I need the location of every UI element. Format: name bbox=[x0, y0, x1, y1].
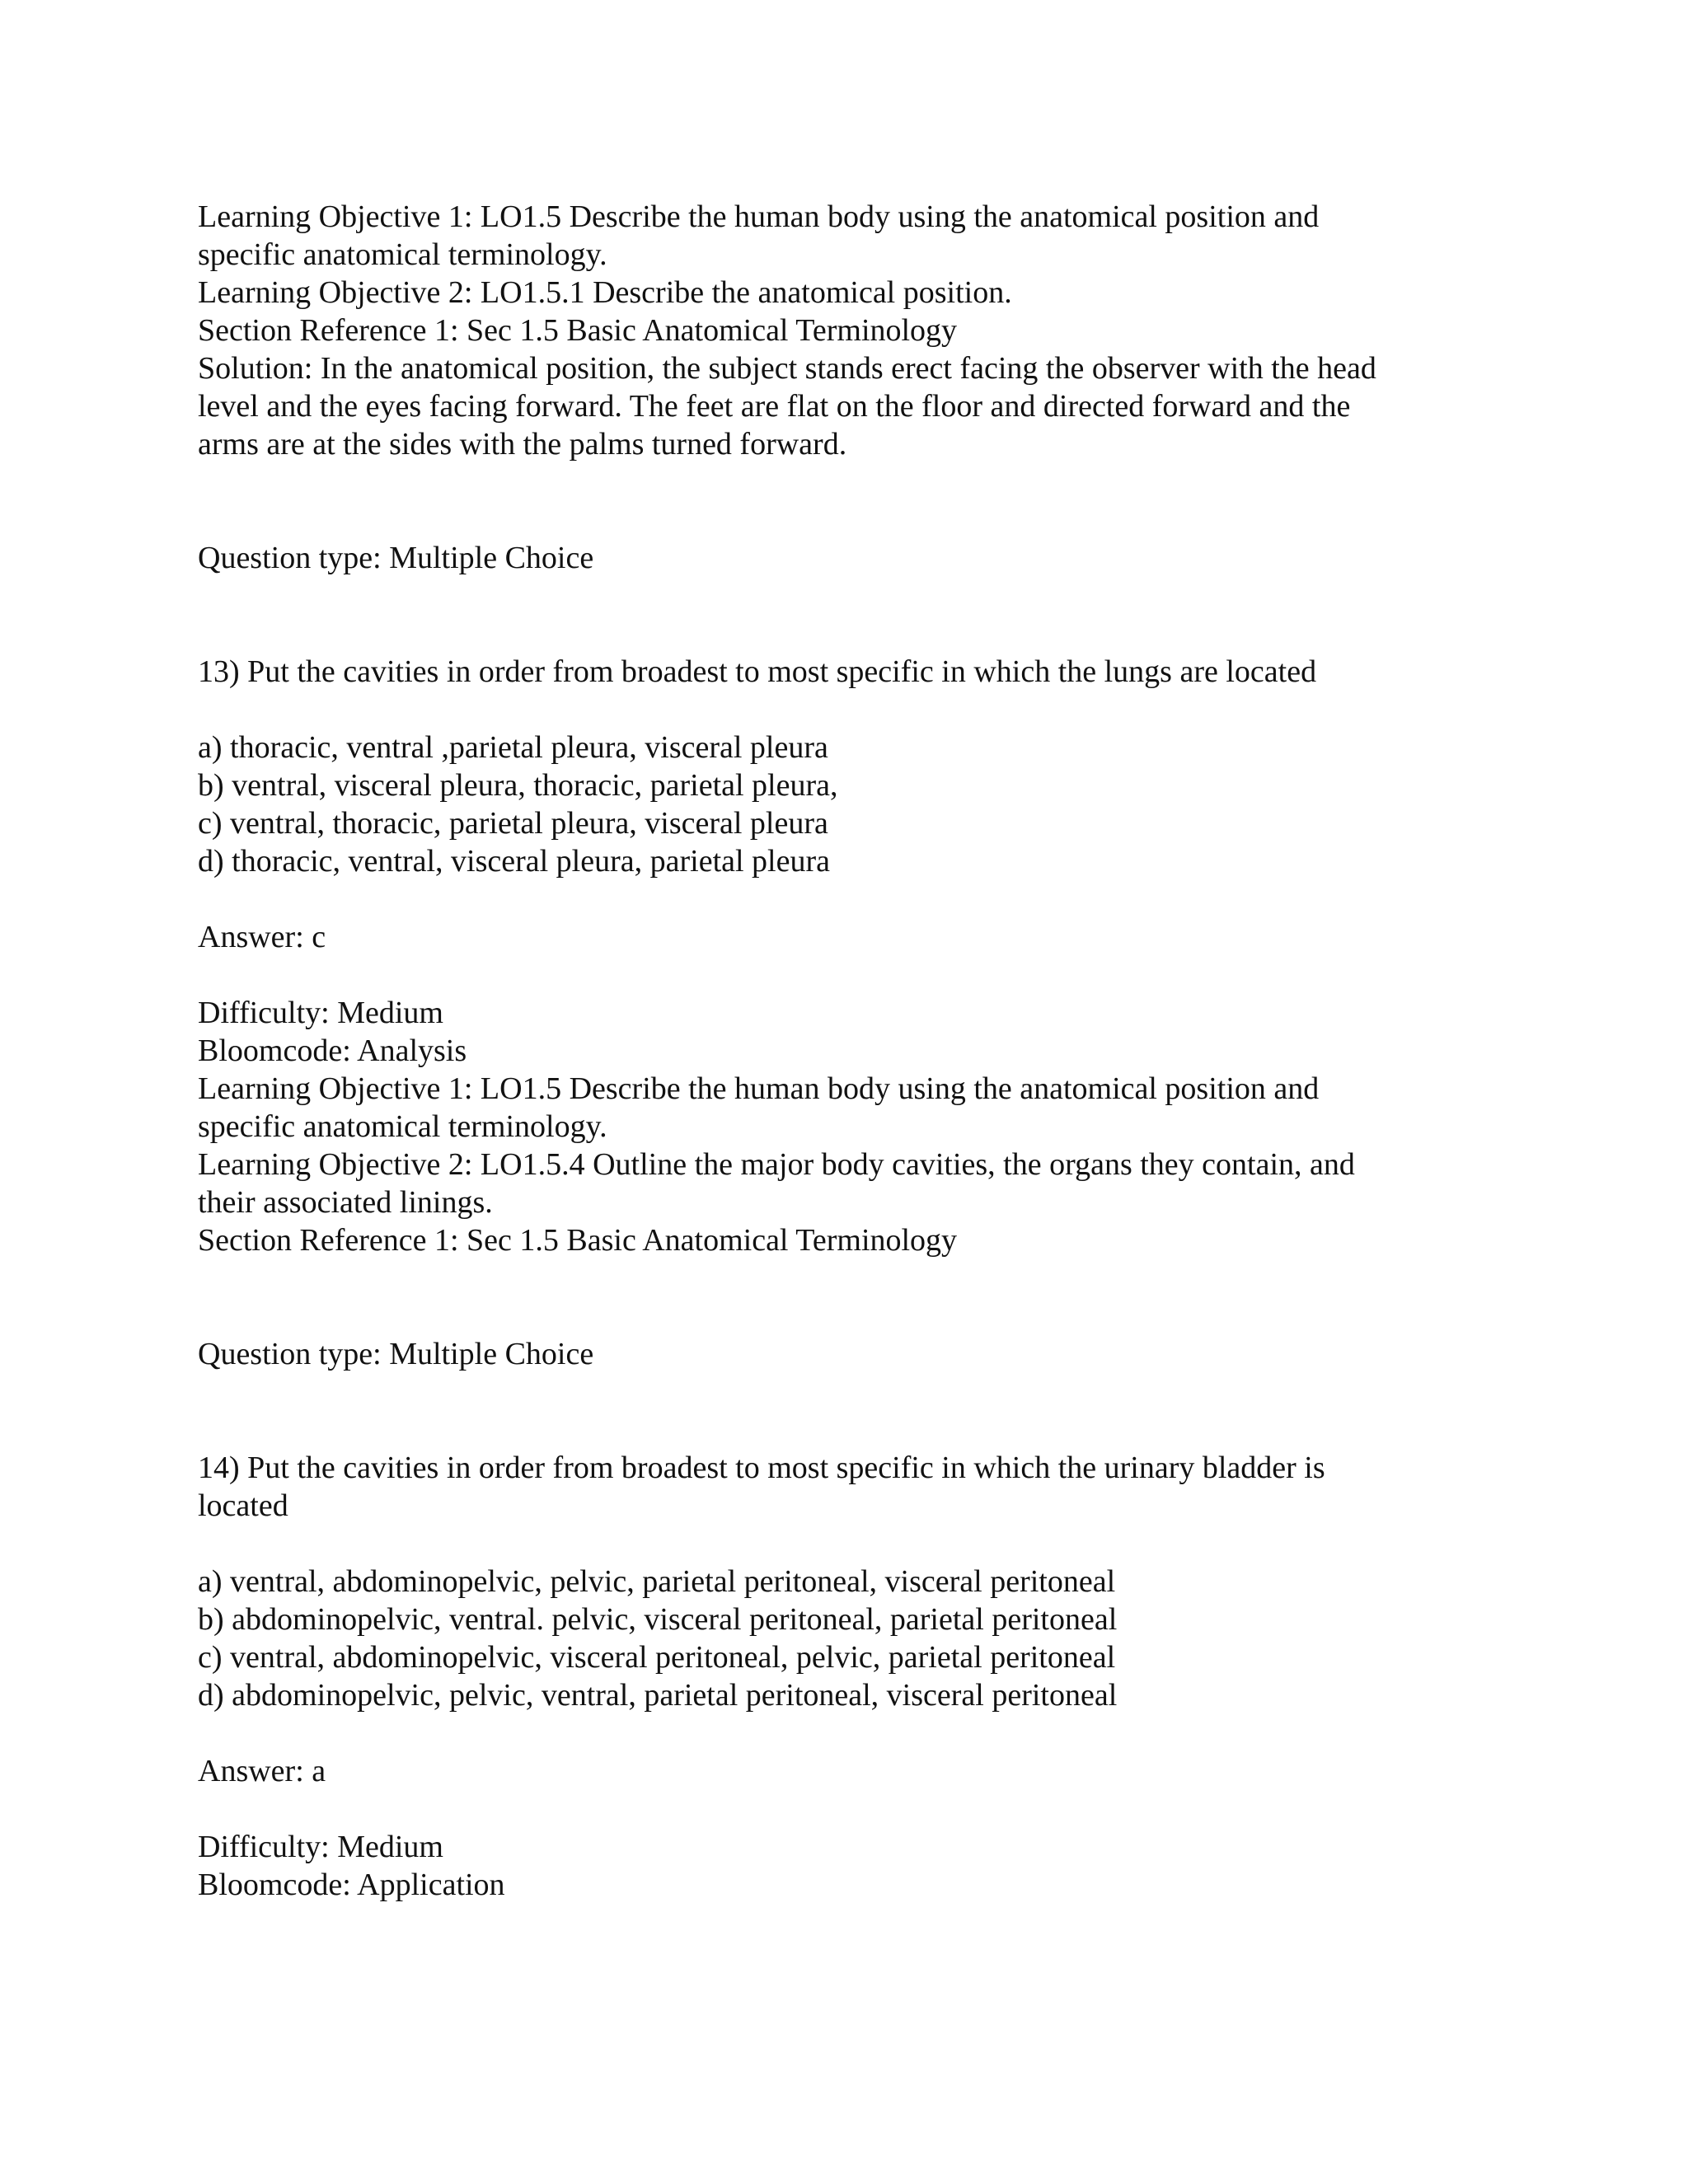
spacer bbox=[198, 577, 1484, 653]
solution-text-cont: level and the eyes facing forward. The feet are flat on the floor and directed forward and the bbox=[198, 389, 1351, 424]
document-content bbox=[198, 198, 1484, 1904]
learning-objective-1-cont: specific anatomical terminology. bbox=[198, 1109, 607, 1144]
spacer bbox=[198, 1525, 1484, 1563]
section-reference: Section Reference 1: Sec 1.5 Basic Anatomical Terminology bbox=[198, 1223, 958, 1258]
spacer bbox=[198, 1790, 1484, 1828]
difficulty: Difficulty: Medium bbox=[198, 1830, 443, 1864]
question-text-cont: located bbox=[198, 1488, 288, 1523]
learning-objective-1-cont: specific anatomical terminology. bbox=[198, 237, 607, 272]
question-type: Question type: Multiple Choice bbox=[198, 541, 594, 575]
bloomcode: Bloomcode: Analysis bbox=[198, 1033, 467, 1068]
answer-key: Answer: a bbox=[198, 1754, 326, 1788]
spacer bbox=[198, 463, 1484, 539]
bloomcode: Bloomcode: Application bbox=[198, 1868, 505, 1902]
answer-key: Answer: c bbox=[198, 920, 326, 954]
question-type: Question type: Multiple Choice bbox=[198, 1337, 594, 1371]
learning-objective-2-cont: their associated linings. bbox=[198, 1185, 493, 1220]
learning-objective-1: Learning Objective 1: LO1.5 Describe the human body using the anatomical position and bbox=[198, 1071, 1320, 1106]
spacer bbox=[198, 956, 1484, 994]
section-reference: Section Reference 1: Sec 1.5 Basic Anatomical Terminology bbox=[198, 313, 958, 348]
solution-text-cont: arms are at the sides with the palms turned forward. bbox=[198, 427, 847, 462]
difficulty: Difficulty: Medium bbox=[198, 996, 443, 1030]
answer-option-b: b) ventral, visceral pleura, thoracic, parietal pleura, bbox=[198, 768, 838, 803]
answer-option-c: c) ventral, thoracic, parietal pleura, visceral pleura bbox=[198, 806, 828, 841]
answer-option-a: a) ventral, abdominopelvic, pelvic, parietal peritoneal, visceral peritoneal bbox=[198, 1564, 1116, 1599]
solution-text: Solution: In the anatomical position, the subject stands erect facing the observer with the head bbox=[198, 351, 1376, 386]
question-text: 13) Put the cavities in order from broadest to most specific in which the lungs are located bbox=[198, 654, 1317, 689]
answer-option-a: a) thoracic, ventral ,parietal pleura, visceral pleura bbox=[198, 730, 828, 765]
spacer bbox=[198, 1259, 1484, 1335]
learning-objective-2: Learning Objective 2: LO1.5.1 Describe the anatomical position. bbox=[198, 275, 1012, 310]
spacer bbox=[198, 880, 1484, 918]
answer-option-d: d) abdominopelvic, pelvic, ventral, parietal peritoneal, visceral peritoneal bbox=[198, 1678, 1118, 1713]
answer-option-d: d) thoracic, ventral, visceral pleura, parietal pleura bbox=[198, 844, 830, 879]
spacer bbox=[198, 1714, 1484, 1752]
spacer bbox=[198, 691, 1484, 729]
spacer bbox=[198, 1373, 1484, 1449]
learning-objective-1: Learning Objective 1: LO1.5 Describe the human body using the anatomical position and bbox=[198, 199, 1320, 234]
question-text: 14) Put the cavities in order from broadest to most specific in which the urinary bladder is bbox=[198, 1451, 1325, 1485]
answer-option-c: c) ventral, abdominopelvic, visceral peritoneal, pelvic, parietal peritoneal bbox=[198, 1640, 1116, 1675]
answer-option-b: b) abdominopelvic, ventral. pelvic, visceral peritoneal, parietal peritoneal bbox=[198, 1602, 1118, 1637]
learning-objective-2: Learning Objective 2: LO1.5.4 Outline the major body cavities, the organs they contain, and bbox=[198, 1147, 1355, 1182]
